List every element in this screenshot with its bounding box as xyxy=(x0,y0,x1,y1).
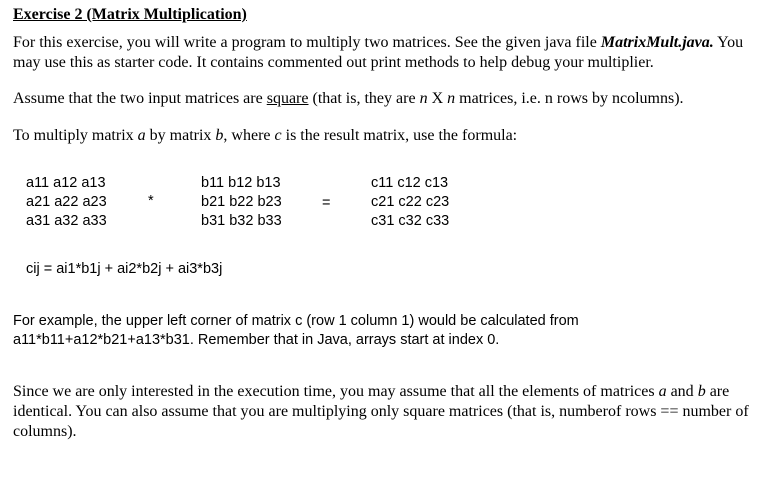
matrix-a-row: a21 a22 a23 xyxy=(26,194,107,210)
formula-intro-text-3: , where xyxy=(223,127,275,144)
assumption-text-1: Assume that the two input matrices are xyxy=(13,90,267,107)
matrix-b-row: b21 b22 b23 xyxy=(201,194,282,210)
assumption-text-2: (that is, they are xyxy=(308,90,420,107)
final-note-text-2: and xyxy=(666,383,698,400)
intro-text-2: You may use this as starter code. It contains commented out print methods to help debug your multiplier. xyxy=(13,34,744,71)
intro-paragraph xyxy=(13,33,765,73)
matrix-c-row: c11 c12 c13 xyxy=(371,175,449,191)
assumption-text-3: matrices, i.e. n rows by ncolumns). xyxy=(455,90,684,107)
example-paragraph: For example, the upper left corner of matrix c (row 1 column 1) would be calculated from a11*b11+a12*b21+a13*b31. Remember that in Java, arrays start at index 0. xyxy=(13,313,579,348)
matrix-b xyxy=(201,174,282,231)
matrix-c xyxy=(371,174,449,231)
formula-intro-c: c xyxy=(274,127,282,144)
matrix-b-row: b11 b12 b13 xyxy=(201,175,281,191)
assumption-x: X xyxy=(427,90,448,107)
final-note-a: a xyxy=(658,383,667,400)
exercise-title: Exercise 2 (Matrix Multiplication) xyxy=(13,6,247,23)
matrix-b-row: b31 b32 b33 xyxy=(201,213,282,229)
formula-intro-paragraph xyxy=(13,126,765,146)
equals-symbol: = xyxy=(322,195,331,211)
assumption-n-1: n xyxy=(419,90,428,107)
multiply-symbol: * xyxy=(148,193,154,209)
matrix-c-row: c21 c22 c23 xyxy=(371,194,450,210)
formula-intro-b: b xyxy=(215,127,224,144)
formula-intro-text-2: by matrix xyxy=(145,127,216,144)
final-note-b: b xyxy=(697,383,706,400)
assumption-n-2: n xyxy=(447,90,456,107)
matrix-a-row: a11 a12 a13 xyxy=(26,175,106,191)
formula-intro-text-1: To multiply matrix xyxy=(13,127,138,144)
square-underlined: square xyxy=(266,90,309,107)
final-note-text-1: Since we are only interested in the execution time, you may assume that all the elements of matrices xyxy=(13,383,659,400)
java-filename: MatrixMult.java. xyxy=(600,34,714,51)
formula-intro-a: a xyxy=(137,127,146,144)
formula-intro-text-4: is the result matrix, use the formula: xyxy=(281,127,518,144)
formula-line: cij = ai1*b1j + ai2*b2j + ai3*b3j xyxy=(26,261,223,277)
matrix-a-row: a31 a32 a33 xyxy=(26,213,107,229)
matrix-c-row: c31 c32 c33 xyxy=(371,213,450,229)
final-note-text-3: are identical. You can also assume that you are multiplying only square matrices (that is, numberof rows == number of columns). xyxy=(13,383,749,440)
intro-text-1: For this exercise, you will write a program to multiply two matrices. See the given java file xyxy=(13,34,601,51)
matrix-a xyxy=(26,174,107,231)
assumption-paragraph xyxy=(13,89,765,109)
final-note-paragraph xyxy=(13,382,765,442)
